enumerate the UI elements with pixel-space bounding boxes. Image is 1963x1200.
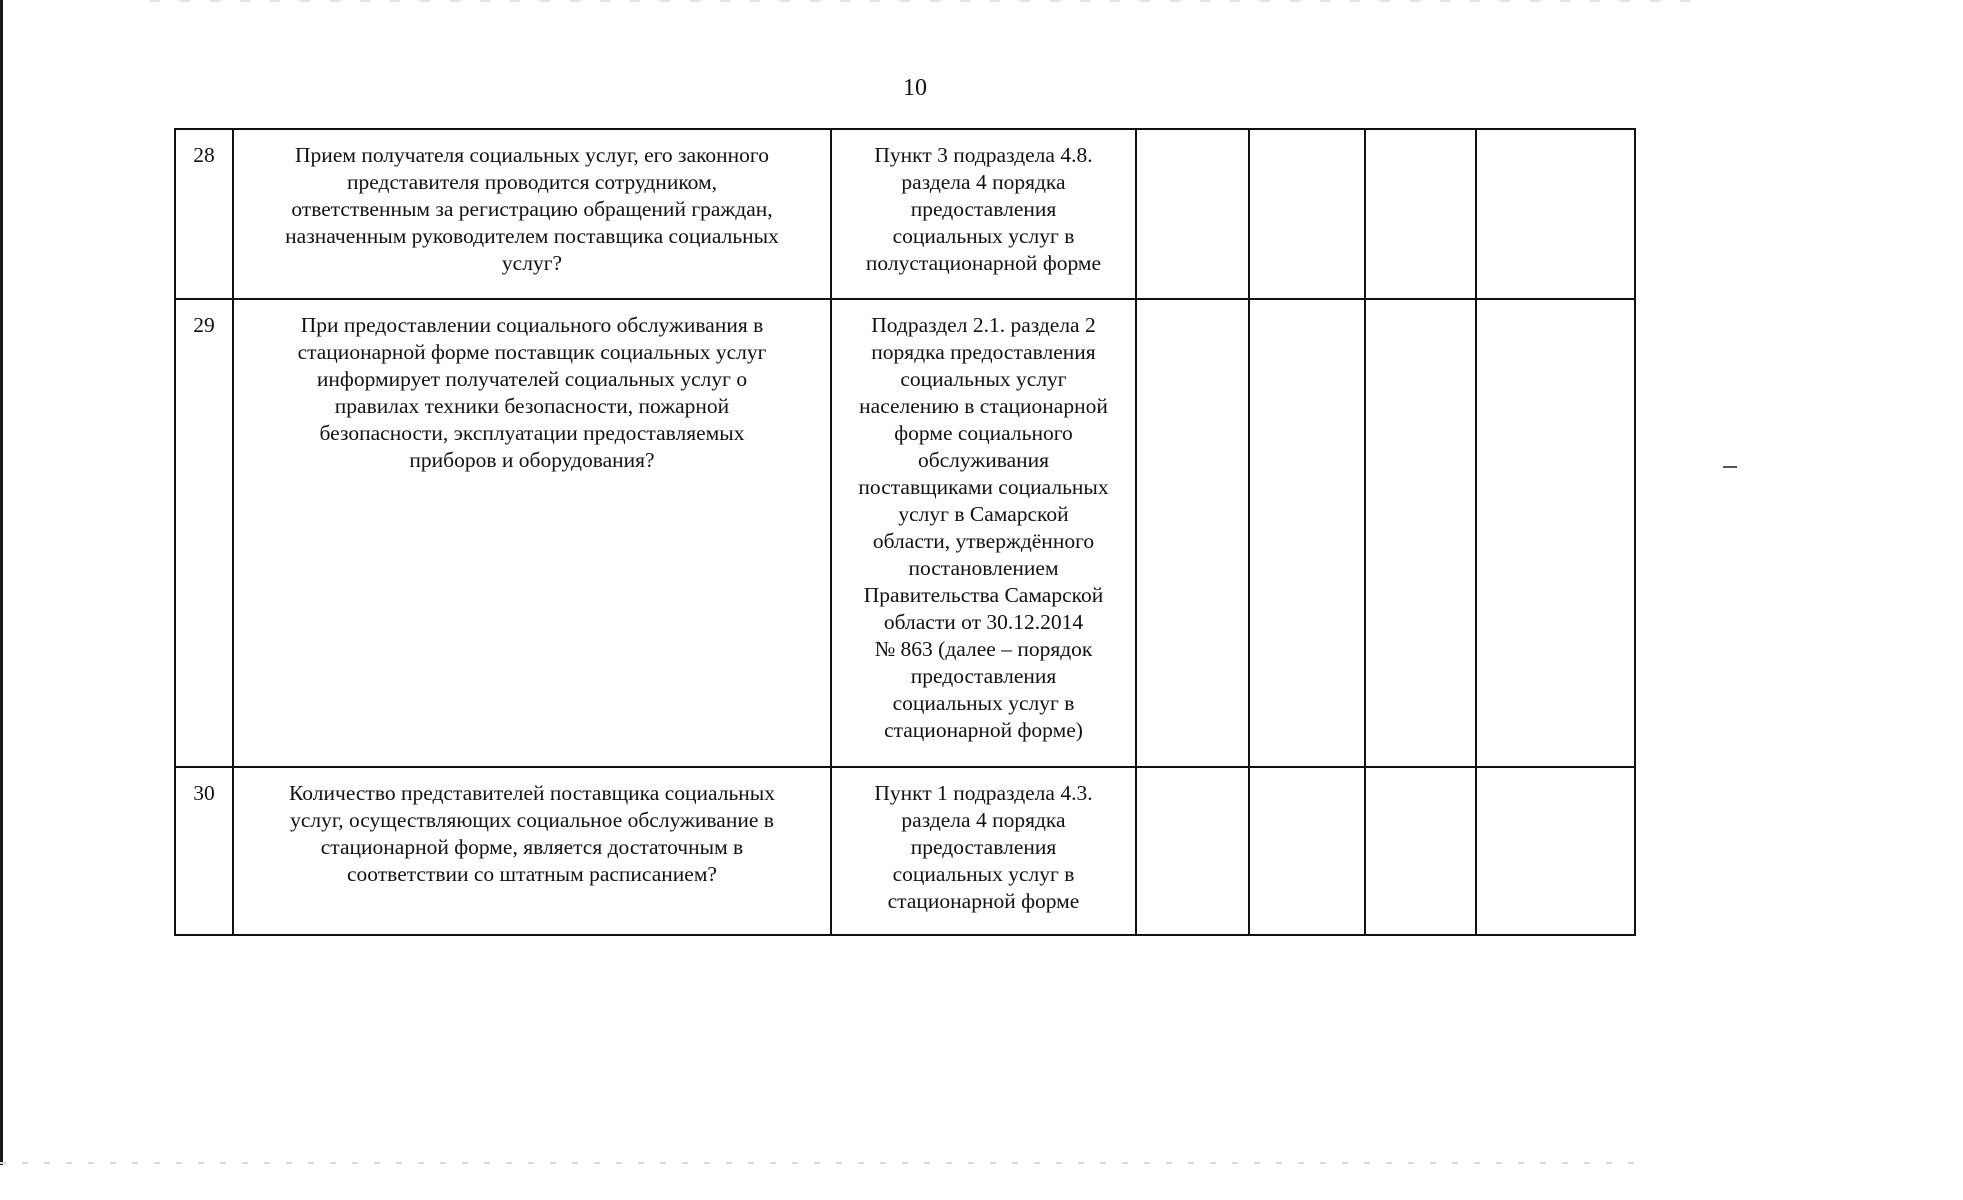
scan-top-noise	[150, 0, 1710, 2]
question-cell: Количество представителей поставщика социальных услуг, осуществляющих социальное обслуживание в стационарной форме, является достаточным в соответствии со штатным расписанием?	[233, 767, 831, 935]
table-row	[175, 767, 1635, 935]
row-number: 29	[175, 299, 233, 767]
scan-bottom-noise	[0, 1162, 1640, 1164]
empty-cell	[1249, 767, 1365, 935]
empty-cell	[1249, 129, 1365, 299]
checklist-table	[174, 128, 1636, 936]
reference-cell: Пункт 1 подраздела 4.3. раздела 4 порядка предоставления социальных услуг в стационарной форме	[831, 767, 1136, 935]
empty-cell	[1476, 299, 1635, 767]
reference-cell: Подраздел 2.1. раздела 2 порядка предоставления социальных услуг населению в стационарной форме социального обслуживания поставщиками социальных услуг в Самарской области, утверждённого постановлением Правительства Самарской области от 30.12.2014 № 863 (далее – порядок предоставления социальных услуг в стационарной форме)	[831, 299, 1136, 767]
reference-cell: Пункт 3 подраздела 4.8. раздела 4 порядка предоставления социальных услуг в полустационарной форме	[831, 129, 1136, 299]
empty-cell	[1365, 299, 1476, 767]
question-cell: Прием получателя социальных услуг, его законного представителя проводится сотрудником, ответственным за регистрацию обращений граждан, назначенным руководителем поставщика социальных услуг?	[233, 129, 831, 299]
scan-left-edge	[0, 0, 3, 1165]
empty-cell	[1476, 767, 1635, 935]
table-row	[175, 299, 1635, 767]
page-number: 10	[903, 75, 927, 101]
empty-cell	[1476, 129, 1635, 299]
question-cell: При предоставлении социального обслуживания в стационарной форме поставщик социальных услуг информирует получателей социальных услуг о правилах техники безопасности, пожарной безопасности, эксплуатации предоставляемых приборов и оборудования?	[233, 299, 831, 767]
empty-cell	[1249, 299, 1365, 767]
empty-cell	[1365, 129, 1476, 299]
empty-cell	[1136, 299, 1249, 767]
table-row	[175, 129, 1635, 299]
row-number: 30	[175, 767, 233, 935]
row-number: 28	[175, 129, 233, 299]
scan-mark	[1723, 466, 1737, 468]
empty-cell	[1136, 767, 1249, 935]
empty-cell	[1136, 129, 1249, 299]
empty-cell	[1365, 767, 1476, 935]
